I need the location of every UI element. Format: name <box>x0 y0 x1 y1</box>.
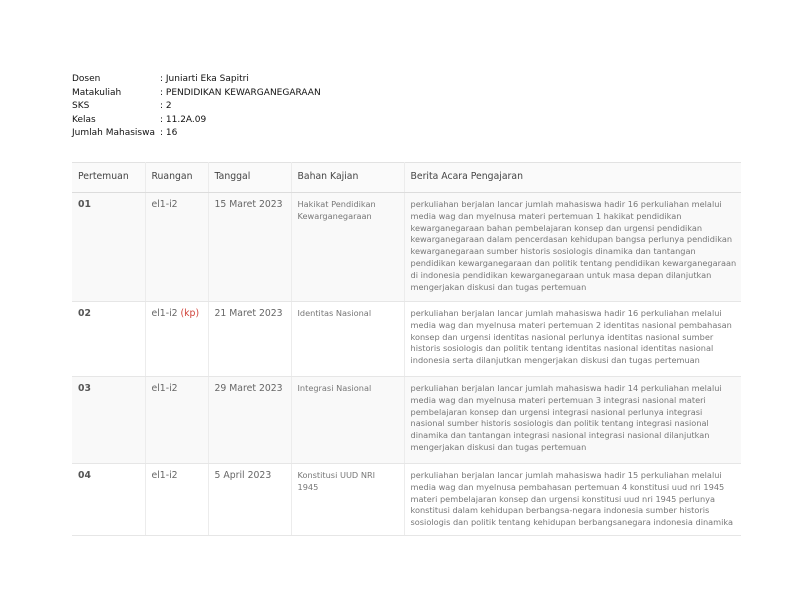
header-ruangan: Ruangan <box>145 163 208 193</box>
cell-berita-acara: perkuliahan berjalan lancar jumlah mahasiswa hadir 15 perkuliahan melalui media wag dan myelnusa pembahasan pertemuan 4 konstitusi uud nri 1945 materi pembelajaran konsep dan urgensi konstitusi uud nri 1945 perlunya konstitusi dalam kehidupan berbangsa-negara indonesia sumber historis sosiologis dan politik tentang kehidupan berbangsanegara indonesia dinamika <box>404 464 741 536</box>
cell-pertemuan: 04 <box>72 464 145 536</box>
cell-tanggal: 29 Maret 2023 <box>208 377 291 464</box>
room-code: el1-i2 <box>151 308 178 319</box>
cell-ruangan <box>145 193 208 302</box>
info-value: : 16 <box>160 128 178 138</box>
info-row-jumlah-mahasiswa <box>72 127 321 141</box>
cell-pertemuan: 01 <box>72 193 145 302</box>
info-value: : Juniarti Eka Sapitri <box>160 74 249 84</box>
cell-berita-acara: perkuliahan berjalan lancar jumlah mahasiswa hadir 16 perkuliahan melalui media wag dan myelnusa materi pertemuan 2 identitas nasional pembahasan konsep dan urgensi identitas nasional perlunya identitas nasional sumber historis sosiologis dan politik tentang identitas nasional identitas nasional indonesia serta dilanjutkan mengerjakan diskusi dan tugas pertemuan <box>404 302 741 377</box>
header-pertemuan: Pertemuan <box>72 163 145 193</box>
info-value: : 2 <box>160 101 172 111</box>
info-value: : PENDIDIKAN KEWARGANEGARAAN <box>160 87 321 98</box>
cell-ruangan <box>145 302 208 377</box>
header-bahan-kajian: Bahan Kajian <box>291 163 404 193</box>
cell-bahan-kajian: Identitas Nasional <box>291 302 404 377</box>
info-label: Matakuliah <box>72 87 122 98</box>
table-row <box>72 302 741 377</box>
info-label: SKS <box>72 101 90 111</box>
attendance-table <box>72 162 741 536</box>
cell-bahan-kajian: Konstitusi UUD NRI 1945 <box>291 464 404 536</box>
header-tanggal: Tanggal <box>208 163 291 193</box>
cell-berita-acara: perkuliahan berjalan lancar jumlah mahasiswa hadir 16 perkuliahan melalui media wag dan myelnusa materi pertemuan 1 hakikat pendidikan kewarganegaraan bahan pembelajaran konsep dan urgensi pendidikan kewarganegaraan dalam pencerdasan kehidupan bangsa perlunya pendidikan kewarganegaraan sumber historis sosiologis dinamika dan tantangan pendidikan kewarganegaraan dan politik tentang pendidikan kewarganegaraan di indonesia pendidikan kewarganegaraan untuk masa depan dilanjutkan mengerjakan diskusi dan tugas pertemuan <box>404 193 741 302</box>
cell-tanggal: 5 April 2023 <box>208 464 291 536</box>
room-code: el1-i2 <box>151 470 178 481</box>
cell-bahan-kajian: Integrasi Nasional <box>291 377 404 464</box>
info-row-dosen <box>72 73 321 87</box>
table-row <box>72 377 741 464</box>
room-tag: (kp) <box>180 308 200 319</box>
info-row-kelas <box>72 114 321 128</box>
info-label: Jumlah Mahasiswa <box>72 128 155 138</box>
info-value: : 11.2A.09 <box>160 114 207 125</box>
room-code: el1-i2 <box>151 199 178 210</box>
table-row <box>72 464 741 536</box>
info-row-matakuliah <box>72 87 321 101</box>
cell-pertemuan: 02 <box>72 302 145 377</box>
cell-berita-acara: perkuliahan berjalan lancar jumlah mahasiswa hadir 14 perkuliahan melalui media wag dan myelnusa materi pertemuan 3 integrasi nasional materi pembelajaran konsep dan urgensi integrasi nasional perlunya integrasi nasional sumber historis sosiologis dan politik tentang integrasi nasional dinamika dan tantangan integrasi nasional integrasi nasional dilanjutkan mengerjakan diskusi dan tugas pertemuan <box>404 377 741 464</box>
info-row-sks <box>72 100 321 114</box>
info-label: Dosen <box>72 74 101 84</box>
cell-bahan-kajian: Hakikat Pendidikan Kewarganegaraan <box>291 193 404 302</box>
cell-ruangan <box>145 464 208 536</box>
header-berita-acara: Berita Acara Pengajaran <box>404 163 741 193</box>
table-row <box>72 193 741 302</box>
cell-ruangan <box>145 377 208 464</box>
info-label: Kelas <box>72 114 96 125</box>
table-header-row <box>72 163 741 193</box>
room-code: el1-i2 <box>151 383 178 394</box>
cell-pertemuan: 03 <box>72 377 145 464</box>
cell-tanggal: 15 Maret 2023 <box>208 193 291 302</box>
cell-tanggal: 21 Maret 2023 <box>208 302 291 377</box>
course-info <box>72 73 321 141</box>
